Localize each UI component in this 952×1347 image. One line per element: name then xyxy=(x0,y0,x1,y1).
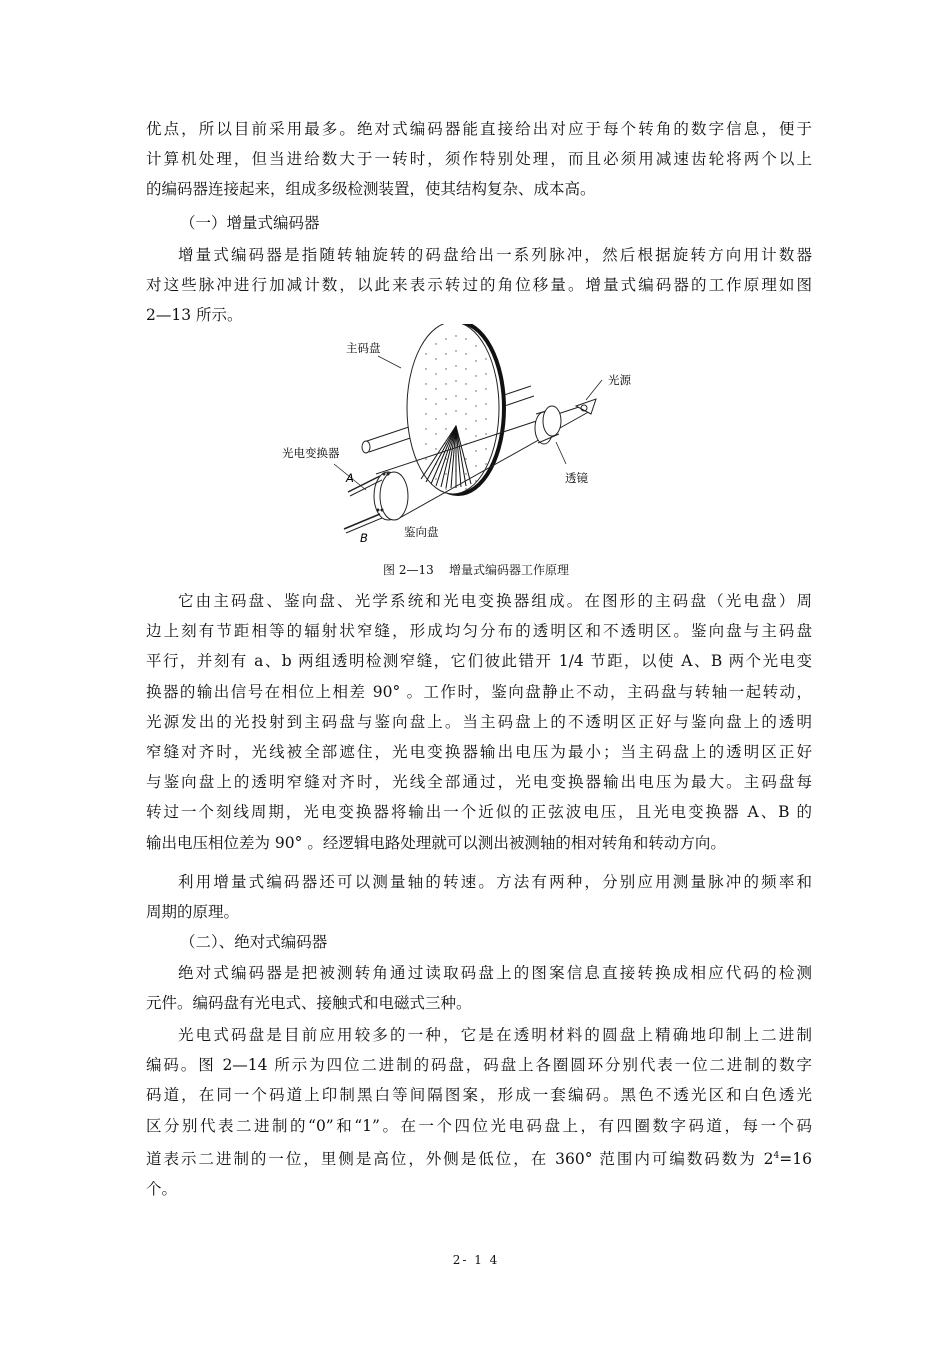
text-line: 绝对式编码器是把被测转角通过读取码盘上的图案信息直接转换成相应代码的检测 xyxy=(178,964,812,982)
text-line: 的编码器连接起来，组成多级检测装置，使其结构复杂、成本高。 xyxy=(146,180,596,199)
page-number: 2- 1 4 xyxy=(452,1253,500,1267)
text-line: 码道，在同一个码道上印制黑白等间隔图案，形成一套编码。黑色不透光区和白色透光 xyxy=(146,1086,812,1105)
paragraph-5 xyxy=(146,958,812,1018)
paragraph-1 xyxy=(146,114,812,205)
paragraph-3 xyxy=(146,586,812,858)
text-line: 增量式编码器是指随转轴旋转的码盘给出一系列脉冲，然后根据旋转方向用计数器 xyxy=(178,246,812,264)
text-line: 窄缝对齐时，光线被全部遮住，光电变换器输出电压为最小；当主码盘上的透明区正好 xyxy=(146,743,812,762)
superscript: 4 xyxy=(773,1150,780,1161)
text-line: 平行，并刻有 a、b 两组透明检测窄缝，它们彼此错开 1/4 节距，以使 A、B 两个光电变 xyxy=(146,652,812,671)
label-converter: 光电变换器 xyxy=(282,446,340,460)
text-line: 光源发出的光投射到主码盘与鉴向盘上。当主码盘上的不透明区正好与鉴向盘上的透明 xyxy=(146,712,812,731)
text-line: 利用增量式编码器还可以测量轴的转速。方法有两种，分别应用测量脉冲的频率和 xyxy=(178,873,812,891)
text-line: 换器的输出信号在相位上相差 90° 。工作时，鉴向盘静止不动，主码盘与转轴一起转动， xyxy=(146,682,812,701)
figure-incremental-encoder xyxy=(276,324,676,554)
label-direction-disc: 鉴向盘 xyxy=(404,525,439,539)
section-heading-absolute: （二）、绝对式编码器 xyxy=(180,933,328,951)
text-line: 光电式码盘是目前应用较多的一种，它是在透明材料的圆盘上精确地印制上二进制 xyxy=(178,1026,812,1044)
text-line: 输出电压相位差为 90° 。经逻辑电路处理就可以测出被测轴的相对转角和转动方向。 xyxy=(146,833,726,852)
label-lens: 透镜 xyxy=(565,471,588,485)
text-line: 计算机处理，但当进给数大于一转时，须作特别处理，而且必须用减速齿轮将两个以上 xyxy=(146,150,812,169)
text-line: 与鉴向盘上的透明窄缝对齐时，光线全部通过，光电变换器输出电压为最大。主码盘每 xyxy=(146,773,812,792)
label-b: B xyxy=(360,531,368,545)
paragraph-6 xyxy=(146,1020,812,1204)
text-line: 它由主码盘、鉴向盘、光学系统和光电变换器组成。在图形的主码盘（光电盘）周 xyxy=(178,592,812,610)
text-line: 对这些脉冲进行加减计数，以此来表示转过的角位移量。增量式编码器的工作原理如图 xyxy=(146,276,812,295)
text-line: 边上刻有节距相等的辐射状窄缝，形成均匀分布的透明区和不透明区。鉴向盘与主码盘 xyxy=(146,622,812,641)
text-line: 编码。图 2—14 所示为四位二进制的码盘，码盘上各圈圆环分别代表一位二进制的数字 xyxy=(146,1056,812,1075)
text-line: 2—13 所示。 xyxy=(146,306,243,325)
text-line: 优点，所以目前采用最多。绝对式编码器能直接给出对应于每个转角的数字信息，便于 xyxy=(146,120,812,138)
text-line: 周期的原理。 xyxy=(146,903,240,922)
section-heading-incremental: （一）增量式编码器 xyxy=(180,214,320,232)
text-line: 元件。编码盘有光电式、接触式和电磁式三种。 xyxy=(146,994,472,1013)
label-main-disc: 主码盘 xyxy=(346,341,381,355)
label-light-source: 光源 xyxy=(608,373,631,387)
text-line xyxy=(146,1141,812,1174)
text-line: 区分别代表二进制的“0”和“1”。在一个四位光电码盘上，有四圈数字码道，每一个码 xyxy=(146,1116,812,1135)
label-a: A xyxy=(346,471,354,485)
text-run: =16 xyxy=(779,1149,812,1168)
text-line: 个。 xyxy=(146,1180,178,1199)
paragraph-2 xyxy=(146,240,812,331)
paragraph-4 xyxy=(146,867,812,927)
text-run: 道表示二进制的一位，里侧是高位，外侧是低位，在 360° 范围内可编数码数为 2 xyxy=(146,1149,774,1168)
figure-caption: 图 2—13 增量式编码器工作原理 xyxy=(383,563,569,577)
text-line: 转过一个刻线周期，光电变换器将输出一个近似的正弦波电压，且光电变换器 A、B 的 xyxy=(146,803,812,822)
